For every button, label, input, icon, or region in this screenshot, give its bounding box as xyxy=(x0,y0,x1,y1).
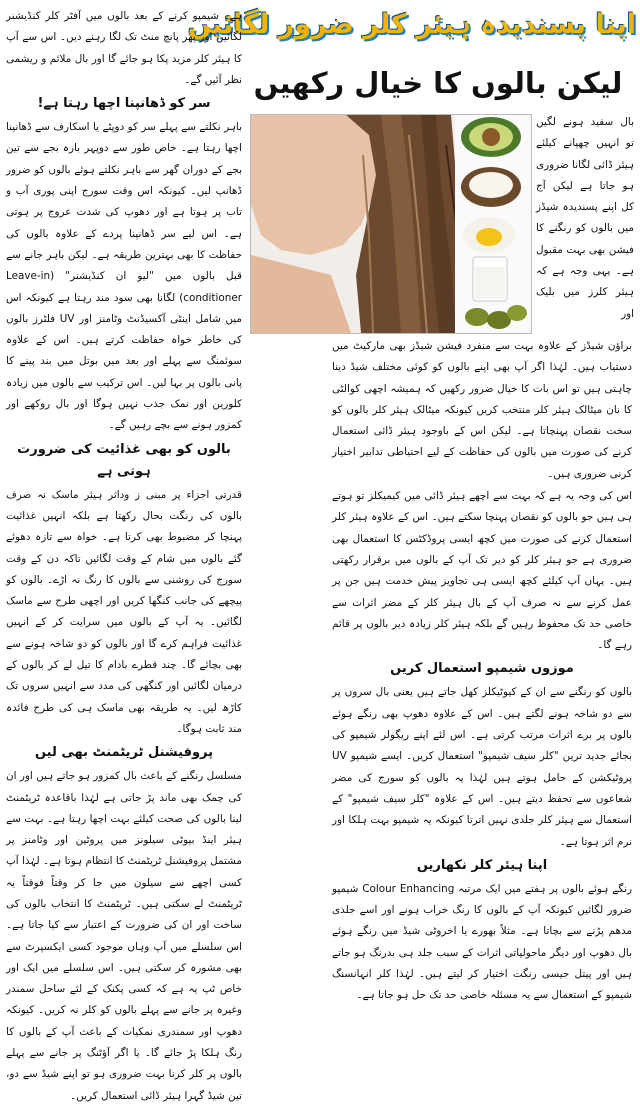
page-title: اپنا پسندیدہ ہیئر کلر ضرور لگائیں xyxy=(187,9,636,40)
page-subtitle: لیکن بالوں کا خیال رکھیں xyxy=(253,66,623,100)
right-paragraph-1: براؤن شیڈز کے علاوہ بہت سے منفرد فیشن شیڈز بھی مارکیٹ میں دستیاب ہیں۔ لہٰذا اگر آپ بھی اپنے بالوں کو کوئی مختلف شیڈ دینا چاہتی ہیں تو اس بات کا خیال ضرور رکھیں کہ ہمیشہ اچھی کوالٹی کا نان میٹالک ہیئر کلر منتخب کریں کیونکہ میٹالک ہیئر کلر بالوں کو سخت نقصان پہنچاتا ہے۔ لیکن اس کے باوجود ہیئر ڈائی استعمال کرنے کی صورت میں بالوں کی حفاظت کے لیے احتیاطی تدابیر اختیار کرنی ضروری ہیں۔ xyxy=(332,340,632,480)
left-paragraph-1: ہے۔ شیمپو کرنے کے بعد بالوں میں آفٹر کلر کنڈیشنر لگائیں اور پھر پانچ منٹ تک لگا رہنے دیں۔ اس سے آپ کا ہیئر کلر مزید پکا ہو جائے گا اور بال ملائم و ریشمی نظر آئیں گے۔ xyxy=(6,10,242,86)
right-column xyxy=(332,336,632,1024)
heading-shampoo: موزوں شیمپو استعمال کریں xyxy=(390,661,574,677)
intro-text: بال سفید ہونے لگیں تو انہیں چھپانے کیلئے ہیئر ڈائی لگانا ضروری ہو جاتا ہے لیکن آج کل اپنے پسندیدہ شیڈز میں بالوں کو رنگنے کا فیشن بھی بہت مقبول ہے۔ یہی وجہ ہے کہ ہیئر کلرز میں بلیک اور xyxy=(536,116,634,320)
left-paragraph-4: مسلسل رنگنے کے باعث بال کمزور ہو جاتے ہیں اور ان کی چمک بھی ماند پڑ جاتی ہے لہٰذا باقاعدہ ٹریٹمنٹ لینا بالوں کی صحت کیلئے بہت اچھا رہتا ہے۔ بہت سے ہیئر اینڈ بیوٹی سیلونز میں پروٹین اور وٹامنز پر مشتمل پروفیشنل ٹریٹمنٹ کا انتظام ہوتا ہے۔ لہٰذا آپ کسی اچھے سے سیلون میں جا کر وقتاً فوقتاً یہ ٹریٹمنٹ لے سکتی ہیں۔ ٹریٹمنٹ کا انتخاب بالوں کی ساخت اور ان کی ضرورت کے اعتبار سے کیا جاتا ہے۔ اس سلسلے میں آپ وہاں موجود کسی ایکسپرٹ سے بھی مشورہ کر سکتی ہیں۔ اس سلسلے میں ایک اور خاص ٹپ یہ ہے کہ کسی پکنک کے لئے ساحل سمندر وغیرہ پر جانے سے پہلے بالوں کو کلر نہ کریں۔ کیونکہ دھوپ اور سمندری نمکیات کے باعث آپ کے بالوں کا رنگ ہلکا پڑ جائے گا۔ یا اگر آؤٹنگ پر جانے سے پہلے بالوں پر کلر کرنا بہت ضروری ہو تو اپنے شیڈ سے دو، تین شیڈ گہرا ہیئر ڈائی استعمال کریں۔ xyxy=(6,770,242,1102)
right-paragraph-4: رنگے ہوئے بالوں پر ہفتے میں ایک مرتبہ Colour Enhancing شیمپو ضرور لگائیں کیونکہ آپ کے بالوں کا رنگ خراب ہونے اور اسے جلدی مدھم پڑنے سے بچاتا ہے۔ مثلاً بھورے یا اخروٹی شیڈ میں رنگے ہوئے بال دھوپ اور دیگر ماحولیاتی اثرات کے سبب جلد ہی بدرنگ ہو جاتے ہیں اور پیتل جیسی رنگت اختیار کر لیتے ہیں۔ لہٰذا کلر انہانسنگ شیمپو کے استعمال سے یہ مسئلہ خاصی حد تک حل ہو جاتا ہے۔ xyxy=(332,882,632,1002)
left-column xyxy=(6,6,242,1102)
heading-enhance-color: اپنا ہیئر کلر نکھاریں xyxy=(416,857,548,873)
left-paragraph-3: قدرتی اجزاء پر مبنی ز وداثر ہیئر ماسک نہ صرف بالوں کی رنگت بحال رکھتا ہے بلکہ انہیں غذائیت پہنچا کر مضبوط بھی کرتا ہے۔ خواہ سے تازہ دھوئے گئے بالوں میں شام کے وقت لگائیں تاکہ دن کے وقت سورج کی روشنی سے بالوں کا رنگ نہ اڑے۔ بالوں کو پیچھے کی جانب کنگھا کریں اور اچھی طرح سے ماسک لگائیں۔ یہ آپ کے بالوں میں سرایت کر کے انہیں غذائیت فراہم کرے گا اور بالوں کو دو شاخہ ہونے سے بھی بچائے گا۔ چند قطرے بادام کا تیل لے کر بالوں کے درمیان لگائیں اور کنگھی کی مدد سے انہیں سروں تک کاڑھ لیں۔ یہ طریقہ بھی ماسک ہی کی طرح فائدہ مند ثابت ہوگا۔ xyxy=(6,488,242,735)
right-paragraph-3: بالوں کو رنگنے سے ان کے کیوٹیکلز کھل جاتے ہیں یعنی بال سروں پر سے دو شاخہ ہونے لگتے ہیں۔ اس کے علاوہ دھوپ بھی رنگے ہوئے بالوں پر برے اثرات مرتب کرتی ہے۔ اس لئے اپنے ریگولر شیمپو کی بجائے جدید ترین "کلر سیف شیمپو" استعمال کریں۔ ایسے شیمپو UV پروٹیکشن کے حامل ہوتے ہیں لہٰذا یہ بالوں کو سورج کی مضر شعاعوں سے تحفظ دیتے ہیں۔ اس کے علاوہ "کلر سیف شیمپو" کے استعمال سے ہیئر کلر جلدی نہیں اترتا کیونکہ یہ شیمپو بہت ہلکا اور نرم اثر ہوتا ہے۔ xyxy=(332,686,632,848)
heading-professional-treatment: پروفیشنل ٹریٹمنٹ بھی لیں xyxy=(34,745,214,761)
hair-mask-photo xyxy=(250,114,532,334)
heading-nourishment: بالوں کو بھی غذائیت کی ضرورت ہوتی ہے xyxy=(17,441,231,479)
left-paragraph-2: باہر نکلتے سے پہلے سر کو دوپٹے یا اسکارف سے ڈھانپنا اچھا رہتا ہے۔ خاص طور سے دوپہر بارہ بجے سے تین بجے کے دوران گھر سے باہر نکلتے ہوئے بالوں کو ضرور ڈھانپ لیں۔ کیونکہ اس وقت سورج اپنی پوری آب و تاب پر ہوتا ہے اور دھوپ کی شدت عروج پر ہوتی ہے۔ اس لیے سر ڈھانپنا پردے کے علاوہ بالوں کی حفاظت کا بھی بہترین طریقہ ہے۔ لیکن باہر جانے سے قبل بالوں میں "لیو ان کنڈیشنر" (Leave-in conditioner) لگانا بھی سود مند رہتا ہے کیونکہ اس میں شامل اینٹی آکسیڈنٹ وٹامنز اور UV فلٹرز بالوں کی خاطر خواہ حفاظت کرتے ہیں۔ اس کے علاوہ سوئمنگ سے پہلے اور بعد میں بوتل میں بند پینے کا پانی بالوں پر بہا لیں۔ اس ترکیب سے بالوں میں زیادہ کلورین اور نمک جذب نہیں ہوگا اور بال روکھے اور کمزور ہونے سے بچے رہیں گے۔ xyxy=(6,121,242,432)
right-paragraph-2: اس کی وجہ یہ ہے کہ بہت سے اچھے ہیئر ڈائی میں کیمیکلز تو ہوتے ہی ہیں جو بالوں کو نقصان پہنچا سکتے ہیں۔ اس کے علاوہ ہیئر کلر استعمال کرنے کی صورت میں کچھ ایسی پروڈکٹس کا استعمال بھی ضروری ہے جو ہیئر کلر کو دیر تک آپ کے بالوں میں برقرار رکھتی ہیں۔ یہاں آپ کیلئے کچھ ایسی ہی تجاویز پیش خدمت ہیں جن پر عمل کرنے سے نہ صرف آپ کے بال ہیئر کلر کے مضر اثرات سے خاصی حد تک محفوظ رہیں گے بلکہ ہیئر کلر زیادہ دیر بالوں پر قائم رہے گا۔ xyxy=(332,490,632,652)
heading-cover-head: سر کو ڈھانپنا اچھا رہتا ہے! xyxy=(37,96,211,112)
